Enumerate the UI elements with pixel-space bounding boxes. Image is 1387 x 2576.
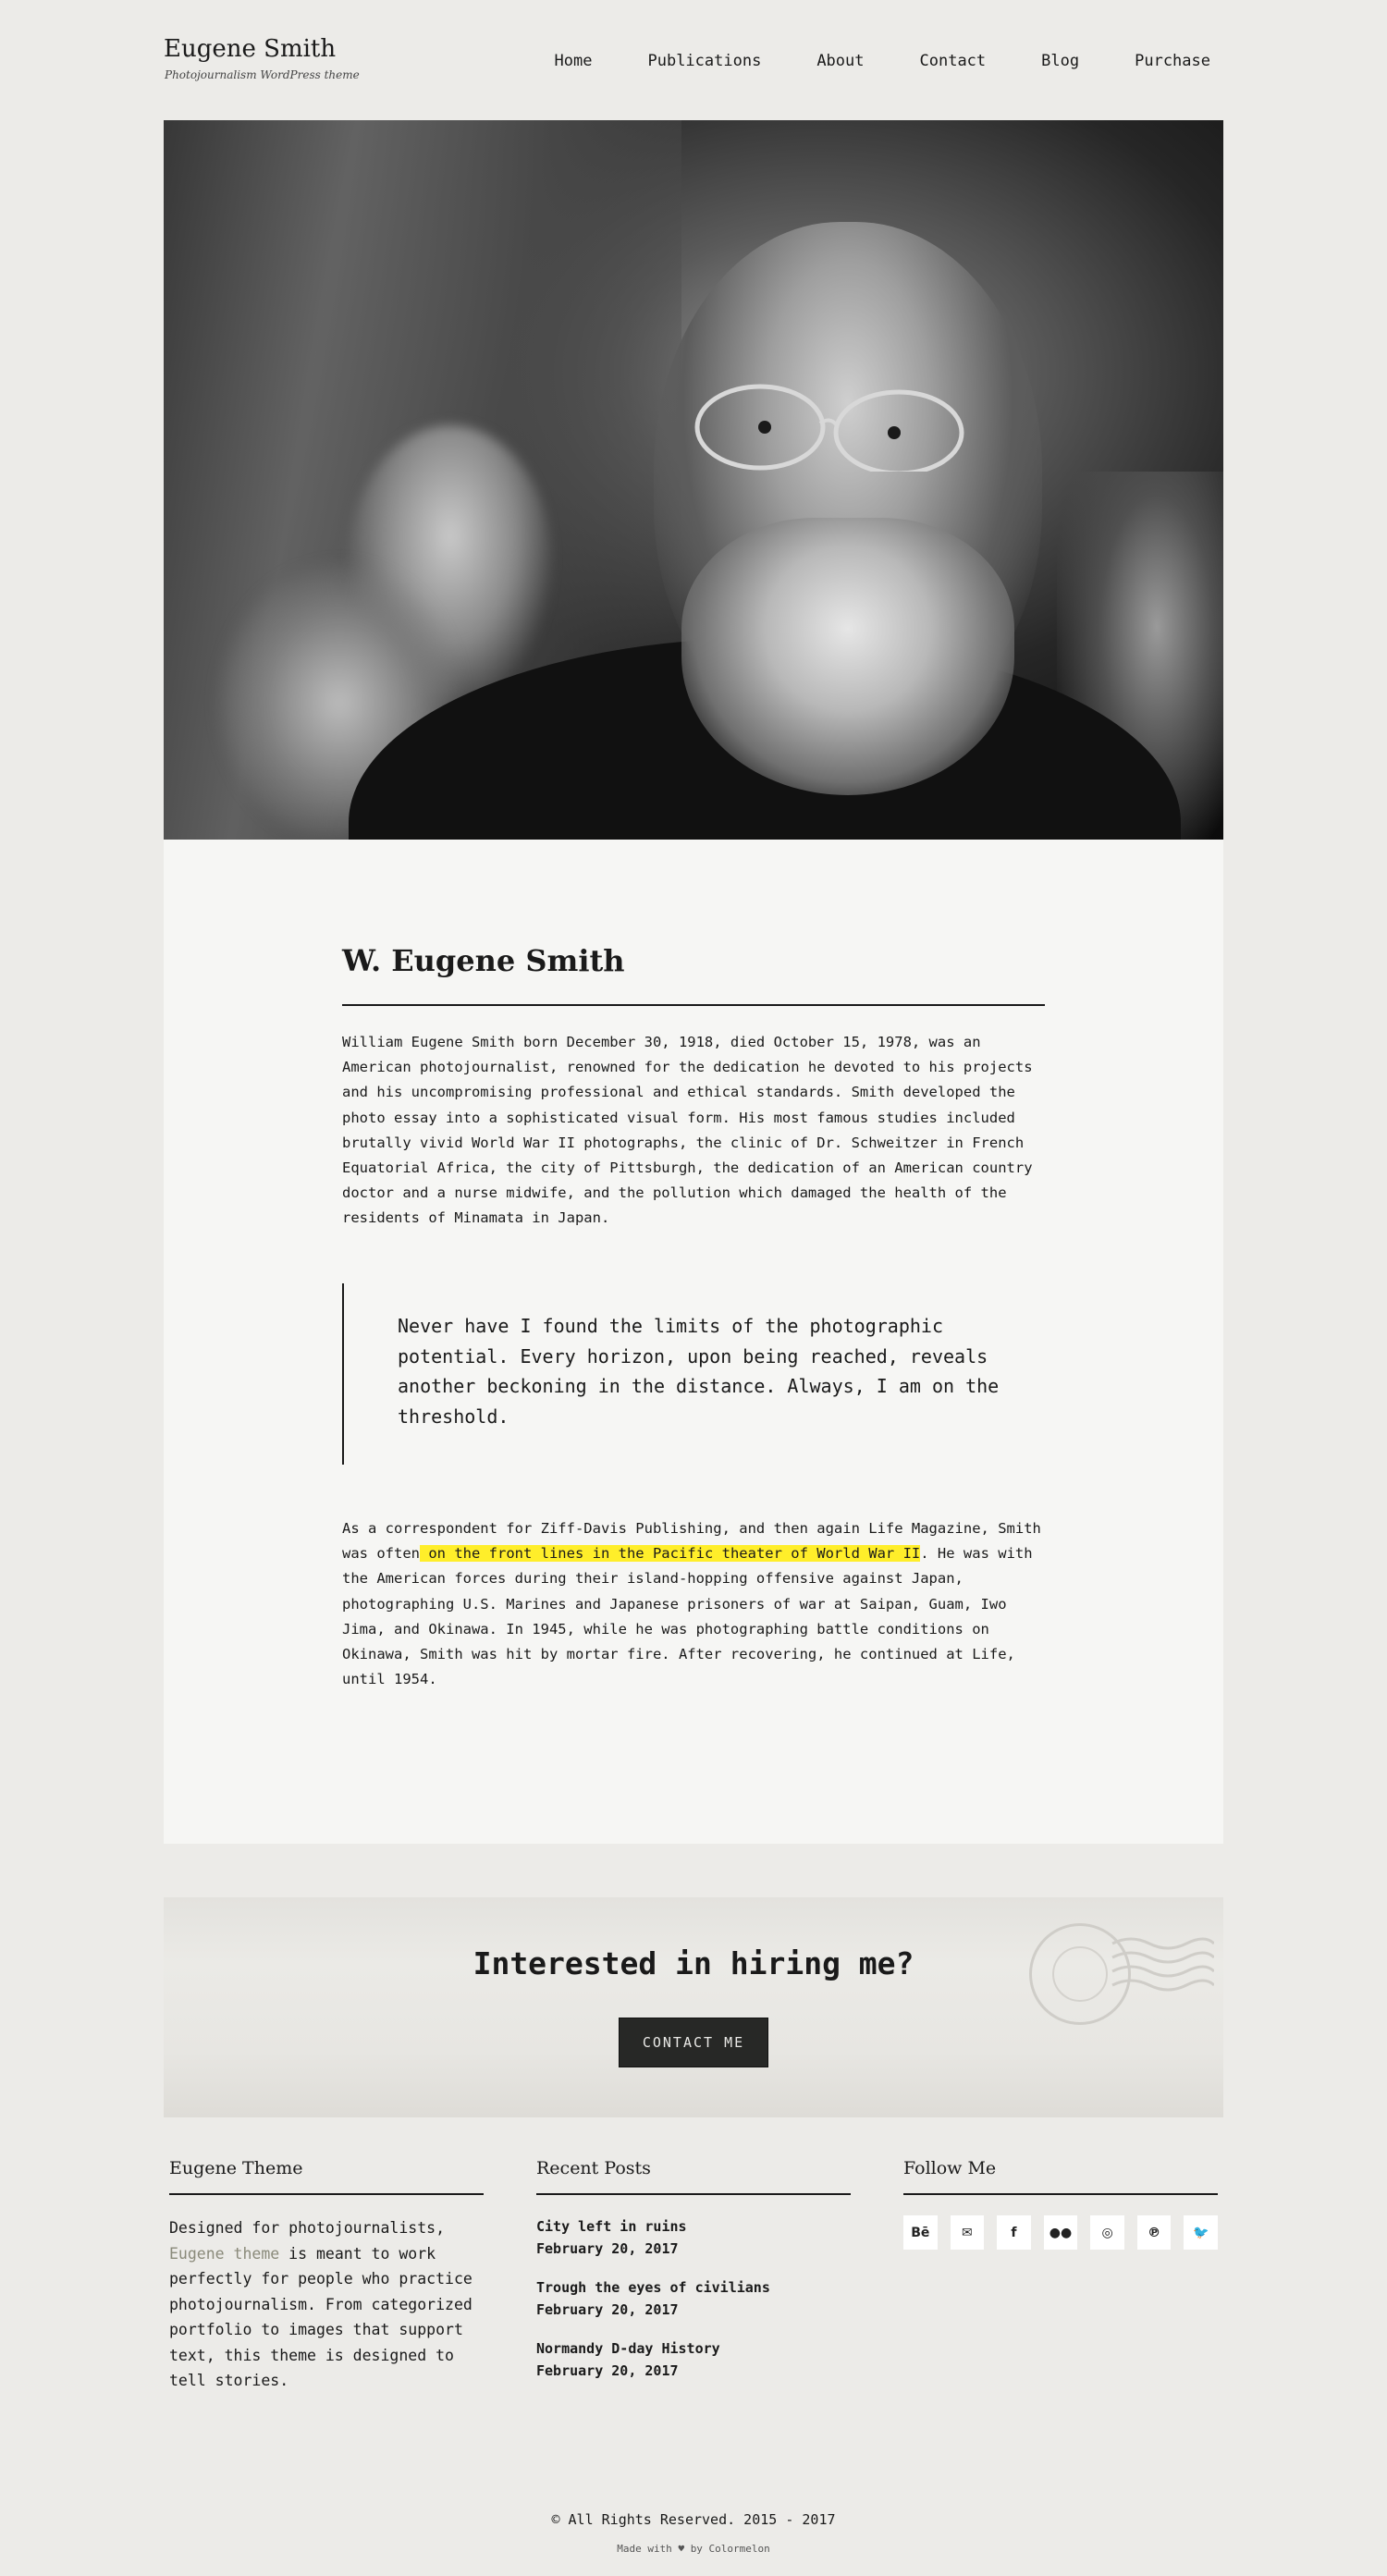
copyright: © All Rights Reserved. 2015 - 2017 — [551, 2511, 836, 2528]
eugene-theme-link[interactable]: Eugene theme — [169, 2244, 280, 2263]
facebook-icon[interactable]: f — [997, 2215, 1031, 2250]
post-date: February 20, 2017 — [536, 2301, 679, 2318]
post-title[interactable]: City left in ruins — [536, 2218, 687, 2235]
highlighted-text: on the front lines in the Pacific theater of World War II — [420, 1545, 921, 1563]
social-links — [903, 2215, 1218, 2250]
footer-about-text — [169, 2215, 484, 2394]
nav-item-blog[interactable]: Blog — [1041, 52, 1080, 70]
about-text: is meant to work perfectly for people who practice photojournalism. From categorized portfolio to images that support text, this theme is designed to tell stories. — [169, 2244, 473, 2389]
instagram-icon[interactable]: ◎ — [1090, 2215, 1124, 2250]
post-date: February 20, 2017 — [536, 2240, 679, 2257]
nav-item-about[interactable]: About — [816, 52, 865, 70]
colormelon-link[interactable]: by Colormelon — [690, 2543, 770, 2555]
nav-item-publications[interactable]: Publications — [647, 52, 762, 70]
article-paragraph-1: William Eugene Smith born December 30, 1918, died October 15, 1978, was an American photojournalist, renowned for the dedication he devoted to his projects and his uncompromising professional and ethical standards. Smith developed the photo essay into a sophisticated visual form. His most famous studies included brutally vivid World War II photographs, the clinic of Dr. Schweitzer in French Equatorial Africa, the city of Pittsburgh, the dedication of an American country doctor and a nurse midwife, and the pollution which damaged the health of the residents of Minamata in Japan. — [342, 1034, 1033, 1227]
email-icon[interactable]: ✉ — [951, 2215, 985, 2250]
glasses-shape — [681, 379, 996, 472]
article-paragraph-2 — [342, 1516, 1054, 1692]
post-title[interactable]: Normandy D-day History — [536, 2340, 720, 2357]
hero-portrait-photo — [164, 120, 1223, 840]
article — [164, 840, 1223, 1844]
footer-divider — [536, 2193, 851, 2195]
about-text: Designed for photojournalists, — [169, 2219, 446, 2237]
made-with-credit — [0, 2543, 1387, 2555]
footer-about-heading: Eugene Theme — [169, 2158, 303, 2178]
footer-about — [169, 2158, 484, 2394]
behance-icon[interactable]: Bē — [903, 2215, 938, 2250]
quote-text: Never have I found the limits of the photographic potential. Every horizon, upon being reached, reveals another beckoning in the distance. Always, I am on the threshold. — [398, 1315, 1000, 1428]
made-with-text: Made with — [617, 2543, 672, 2555]
cta-title: Interested in hiring me? — [473, 1945, 914, 1981]
follow-me-heading: Follow Me — [903, 2158, 997, 2178]
site-header — [164, 35, 1223, 91]
title-divider — [342, 1004, 1045, 1006]
post-title[interactable]: Trough the eyes of civilians — [536, 2279, 770, 2296]
nav-item-home[interactable]: Home — [554, 52, 593, 70]
pinterest-icon[interactable]: ℗ — [1137, 2215, 1172, 2250]
main-nav — [499, 52, 1210, 70]
recent-posts-heading: Recent Posts — [536, 2158, 651, 2178]
nav-item-contact[interactable]: Contact — [919, 52, 987, 70]
recent-post-item[interactable] — [536, 2337, 851, 2382]
paragraph-text: . He was with the American forces during their island-hopping offensive against Japan, photographing U.S. Marines and Japanese prisoners of war at Saipan, Guam, Iwo Jima, and Okinawa. In 1945, while he was photographing battle conditions on Okinawa, Smith was hit by mortar fire. After recovering, he continued at Life, until 1954. — [342, 1545, 1033, 1688]
footer-follow — [903, 2158, 1218, 2250]
twitter-icon[interactable]: 🐦 — [1184, 2215, 1218, 2250]
paragraph-text: As a correspondent for Ziff-Davis Publishing, and then again Life Magazine, Smith was often — [342, 1520, 1041, 1563]
heart-icon: ♥ — [678, 2543, 685, 2555]
pull-quote — [342, 1283, 1045, 1465]
footer-divider — [169, 2193, 484, 2195]
flickr-icon[interactable]: ●● — [1044, 2215, 1078, 2250]
footer-recent-posts — [536, 2158, 851, 2398]
recent-post-item[interactable] — [536, 2276, 851, 2321]
article-title: W. Eugene Smith — [342, 943, 625, 978]
hire-me-banner — [164, 1897, 1223, 2117]
site-title[interactable]: Eugene Smith — [164, 35, 337, 63]
hero-subject-beard — [681, 518, 1014, 795]
site-tagline: Photojournalism WordPress theme — [165, 68, 360, 81]
contact-me-button[interactable]: CONTACT ME — [619, 2018, 768, 2067]
post-date: February 20, 2017 — [536, 2362, 679, 2379]
recent-post-item[interactable] — [536, 2215, 851, 2260]
footer-divider — [903, 2193, 1218, 2195]
nav-item-purchase[interactable]: Purchase — [1135, 52, 1210, 70]
